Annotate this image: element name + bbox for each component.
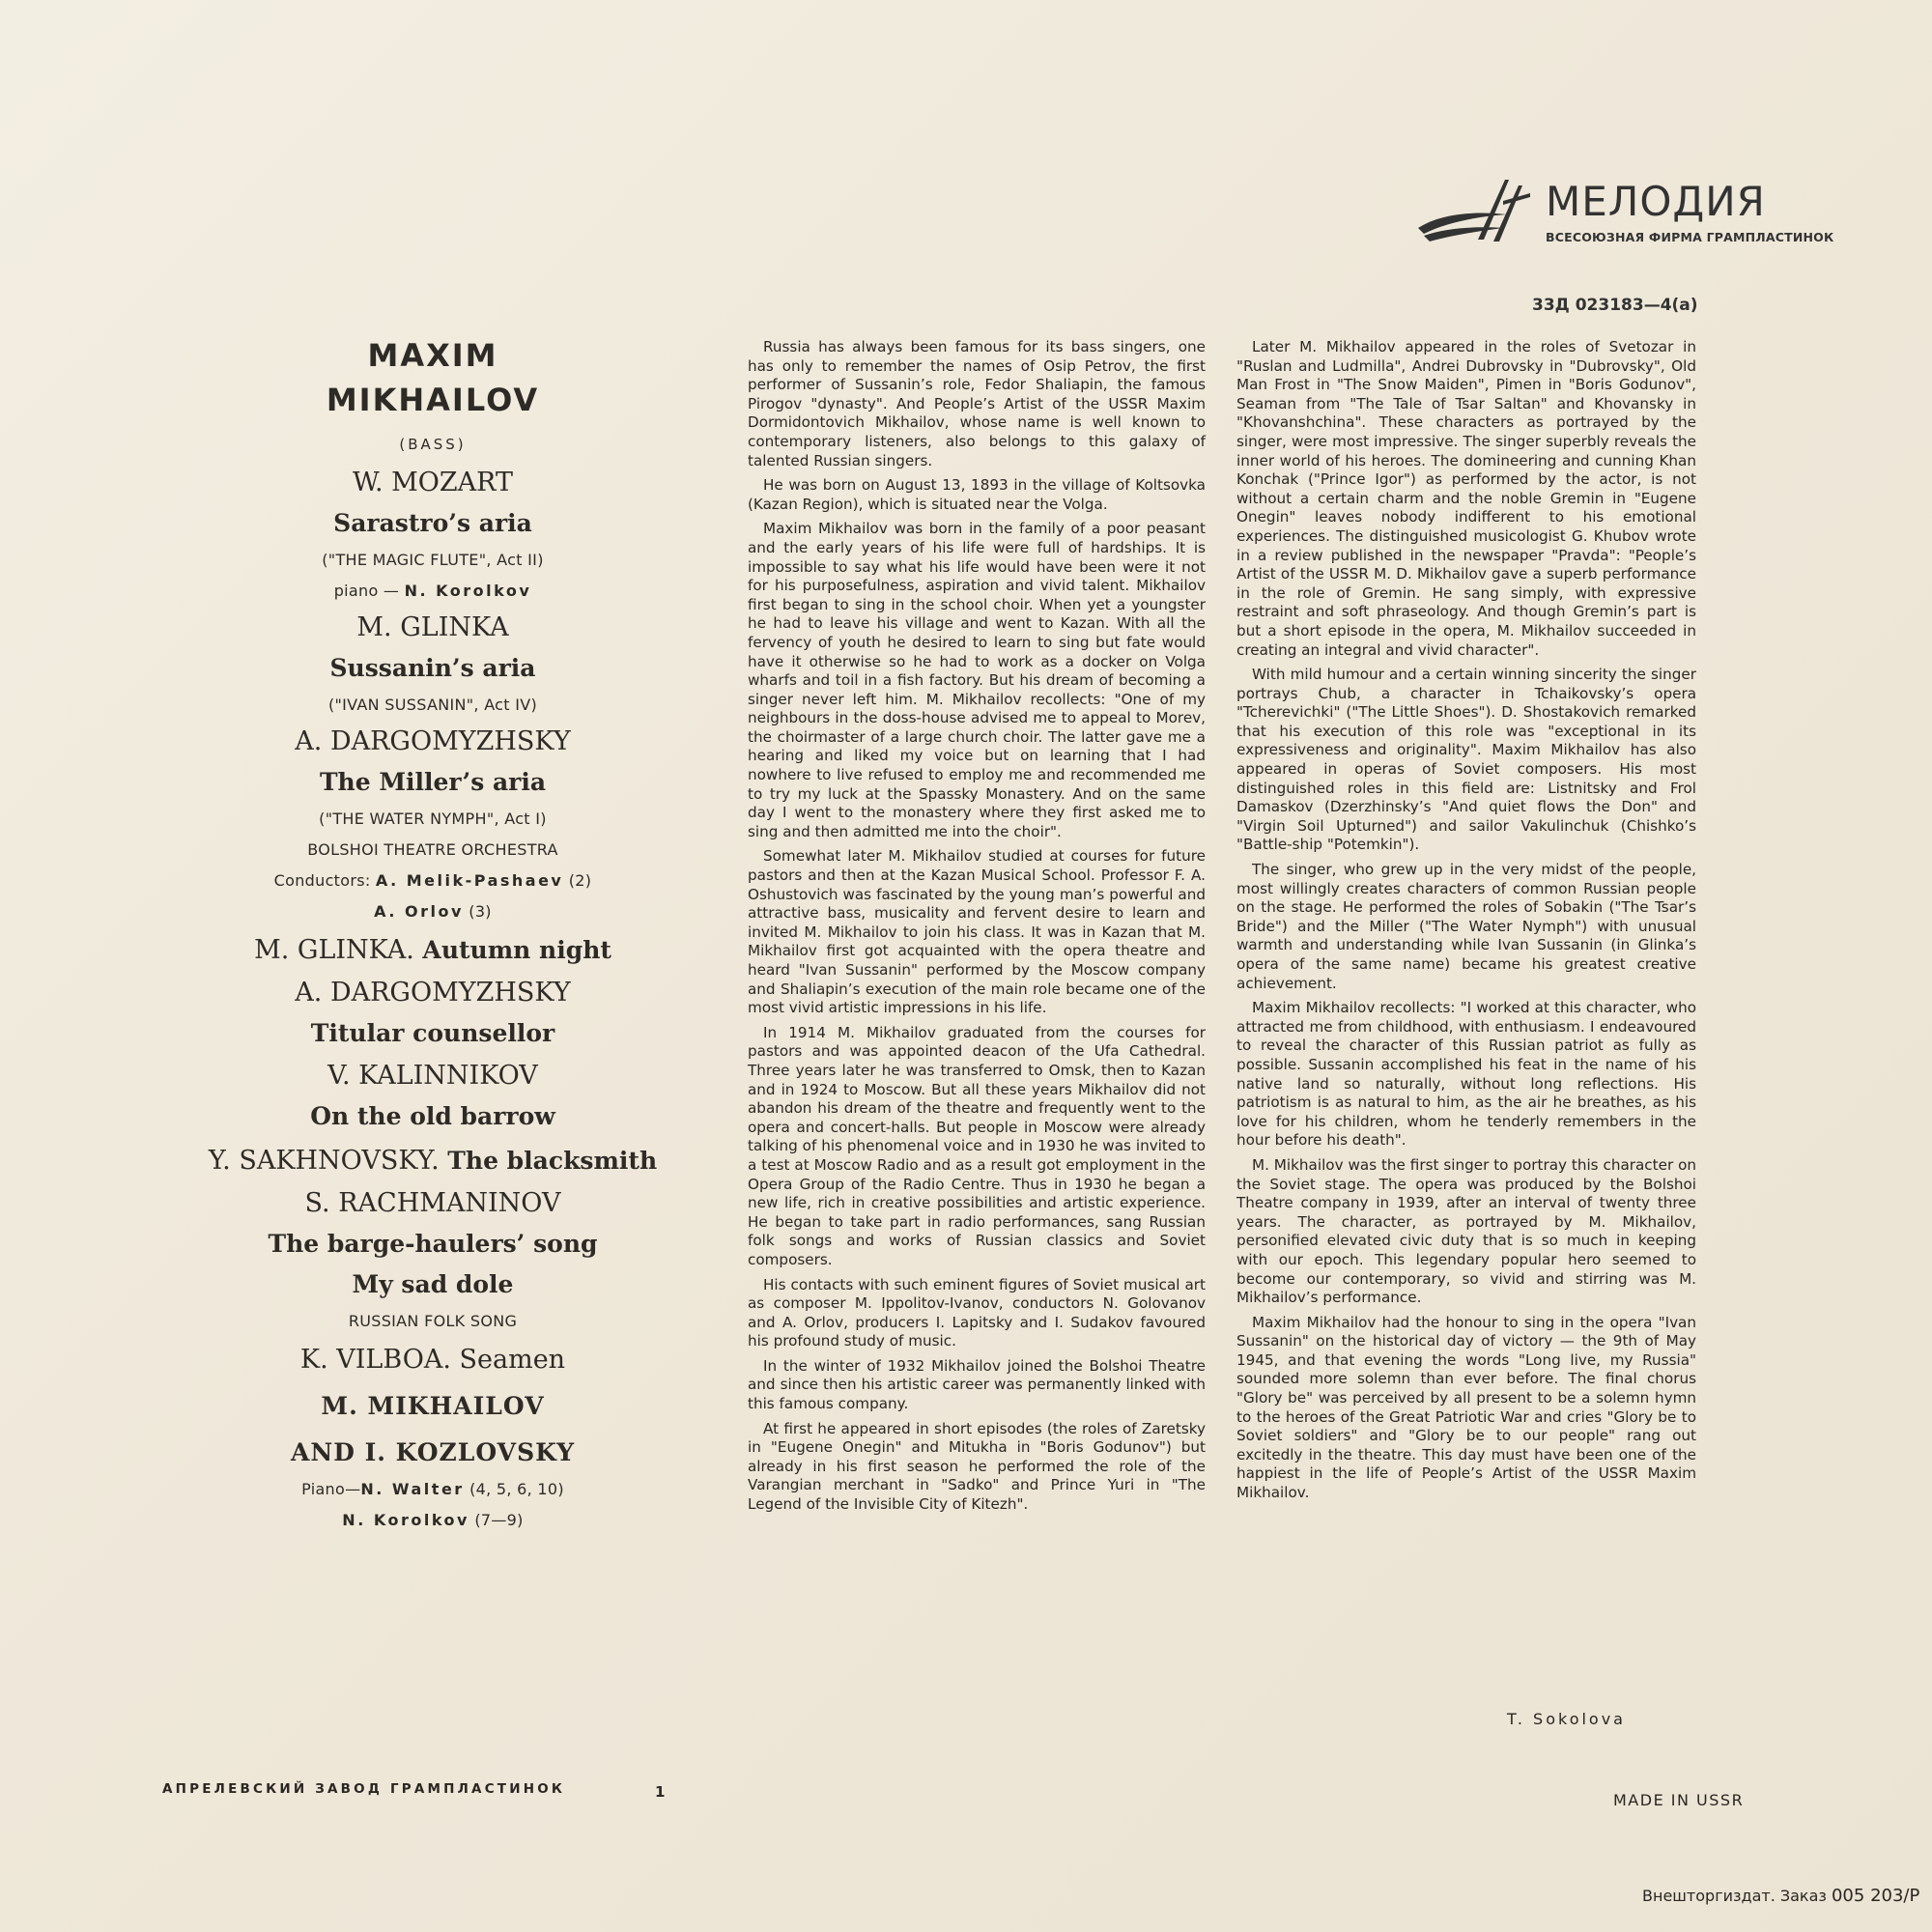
essay-paragraph: Somewhat later M. Mikhailov studied at courses for future pastors and then at the Kazan Musical School. Professor F. A. Oshustovich was fascinated by the young man’s powerful and attractive bass, musicality and fervent desire to learn and invited M. Mikhailov to join his class. It was in Kazan that M. Mikhailov first got acquainted with the opera theatre and heard "Ivan Sussanin" performed by the Moscow company and Shaliapin’s execution of the main role became one of the most vivid artistic impressions in his life. [748, 847, 1206, 1017]
work-seamen: Seamen [459, 1345, 566, 1375]
essay-paragraph: At first he appeared in short episodes (the roles of Zaretsky in "Eugene Onegin" and Mitukha in "Boris Godunov") but already in his first season he performed the role of the Varangian merchant in "Sadko" and Prince Yuri in "The Legend of the Invisible City of Kitezh". [748, 1419, 1206, 1514]
catalog-number: 33Д 023183—4(а) [1532, 296, 1698, 315]
source-water-nymph: ("THE WATER NYMPH", Act I) [319, 810, 547, 828]
order-label: Внешторгиздат. Заказ [1642, 1887, 1832, 1905]
performer-mikhailov: M. MIKHAILOV [321, 1392, 545, 1420]
melodiya-wordmark: МЕЛОДИЯ [1546, 178, 1766, 225]
composer-glinka-1: M. GLINKA [356, 612, 509, 642]
composer-mozart: W. MOZART [352, 468, 514, 497]
essay-column-1 [748, 338, 1206, 1520]
composer-dargomyzhsky-2: A. DARGOMYZHSKY [295, 978, 571, 1008]
page-number: 1 [655, 1783, 666, 1801]
composer-rachmaninov: S. RACHMANINOV [304, 1188, 561, 1218]
performer-kozlovsky: AND I. KOZLOVSKY [290, 1438, 576, 1466]
work-blacksmith: The blacksmith [447, 1147, 658, 1175]
conductors-label: Conductors: [273, 871, 376, 890]
essay-paragraph: M. Mikhailov was the first singer to portray this character on the Soviet stage. The opera was produced by the Bolshoi Theatre company in 1939, after an interval of twenty three years. The character, as portrayed by M. Mikhailov, personified elevated civic duty that is so much in keeping with our epoch. This legendary popular hero seemed to become our contemporary, so vivid and stirring was M. Mikhailov’s performance. [1236, 1155, 1696, 1307]
essay-signature: T. Sokolova [1507, 1710, 1626, 1728]
orchestra: BOLSHOI THEATRE ORCHESTRA [307, 840, 558, 859]
piano-label-2: Piano— [301, 1480, 361, 1498]
track-autumn-night [203, 934, 663, 967]
composer-sakhnovsky: Y. SAKHNOVSKY. [208, 1146, 440, 1176]
artist-voice: (BASS) [399, 436, 467, 453]
composer-dargomyzhsky-1: A. DARGOMYZHSKY [295, 726, 571, 756]
conductors-line [203, 870, 663, 892]
artist-first-name: MAXIM [367, 337, 498, 374]
work-miller: The Miller’s aria [319, 768, 547, 796]
pianist-korolkov: N. Korolkov [404, 582, 532, 600]
conductor-melik-pashaev: A. Melik-Pashaev [375, 871, 564, 890]
work-titular-counsellor: Titular counsellor [310, 1019, 555, 1047]
artist-last-name: MIKHAILOV [326, 382, 540, 418]
essay-paragraph: With mild humour and a certain winning sincerity the singer portrays Chub, a character in Tchaikovsky’s opera "Tcherevichki" ("The Little Shoes"). D. Shostakovich remarked that his execution of this role was "exceptional in its expressiveness and originality". Maxim Mikhailov has also appeared in operas of Soviet composers. His most distinguished roles in this field are: Listnitsky and Frol Damaskov (Dzerzhinsky’s "And quiet flows the Don" and "Virgin Soil Upturned") and sailor Vakulinchuk (Chishko’s "Battle-ship "Potemkin"). [1236, 666, 1696, 854]
work-autumn-night: Autumn night [422, 936, 611, 964]
pianist-korolkov-2: N. Korolkov [342, 1511, 469, 1529]
work-sarastro: Sarastro’s aria [333, 509, 532, 537]
source-magic-flute: ("THE MAGIC FLUTE", Act II) [322, 551, 544, 569]
conductor-line-2 [203, 901, 663, 923]
essay-paragraph: Russia has always been famous for its bass singers, one has only to remember the names of Osip Petrov, the first performer of Sussanin’s role, Fedor Shaliapin, the famous Pirogov "dynasty". And People’s Artist of the USSR Maxim Dormidontovich Mikhailov, whose name is well known to contemporary listeners, also belongs to this galaxy of talented Russian singers. [748, 338, 1206, 469]
pianist-line-3 [203, 1510, 663, 1531]
tracklist [203, 333, 663, 1531]
track-seamen [203, 1344, 663, 1377]
made-in-ussr: MADE IN USSR [1613, 1791, 1745, 1809]
pianist-line-2 [203, 1479, 663, 1500]
pianist-line-1 [203, 581, 663, 602]
pianist-walter-tracks: (4, 5, 6, 10) [464, 1480, 564, 1498]
composer-kalinnikov: V. KALINNIKOV [327, 1061, 538, 1091]
essay-paragraph: The singer, who grew up in the very midst of the people, most willingly creates characters of common Russian people on the stage. He performed the roles of Sobakin ("The Tsar’s Bride") and the Miller ("The Water Nymph") with unusual warmth and understanding while Ivan Sussanin (in Glinka’s opera of the same name) became his greatest creative achievement. [1236, 861, 1696, 992]
work-sad-dole: My sad dole [352, 1270, 514, 1298]
work-barge-haulers: The barge-haulers’ song [268, 1230, 598, 1258]
essay-column-2 [1236, 338, 1696, 1509]
piano-label: piano — [333, 582, 405, 600]
track-blacksmith [203, 1145, 663, 1178]
essay-paragraph: In the winter of 1932 Mikhailov joined the Bolshoi Theatre and since then his artistic career was permanently linked with this famous company. [748, 1356, 1206, 1413]
essay-paragraph: Maxim Mikhailov recollects: "I worked at this character, who attracted me from childhood, with enthusiasm. I endeavoured to reveal the character of this Russian patriot as fully as possible. Sussanin accomplished his feat in the name of his native land so naturally, without long reflections. His patriotism is as natural to him, as the air he breathes, as his love for his children, whom he tenderly remembers in the hour before his death". [1236, 999, 1696, 1150]
print-order [1642, 1886, 1919, 1906]
factory-name: АПРЕЛЕВСКИЙ ЗАВОД ГРАМПЛАСТИНОК [162, 1781, 566, 1797]
conductor-1-tracks: (2) [563, 871, 592, 890]
composer-vilboa: K. VILBOA. [299, 1345, 451, 1375]
essay-paragraph: Maxim Mikhailov was born in the family of a poor peasant and the early years of his life were full of hardships. It is impossible to say what his life would have been were it not for his purposefulness, aspiration and vivid talent. Mikhailov first began to sing in the school choir. When yet a youngster he had to leave his village and went to Kazan. With all the fervency of youth he desired to learn to sing but fate would have it otherwise so he had to work as a docker on Volga wharfs and toil in a fish factory. But his dream of becoming a singer never left him. M. Mikhailov recollects: "One of my neighbours in the doss-house advised me to appeal to Morev, the choirmaster of a large church choir. The latter gave me a hearing and liked my voice but on learning that I had nowhere to live refused to employ me and recommended me to try my luck at the Spassky Monastery. And on the same day I went to the monastery where they first asked me to sing and then admitted me into the choir". [748, 520, 1206, 840]
melodiya-logo [1410, 172, 1834, 259]
order-number: 005 203/Р [1831, 1886, 1920, 1906]
conductor-orlov: A. Orlov [374, 902, 464, 921]
work-sussanin: Sussanin’s aria [329, 654, 536, 682]
melodiya-subtitle: ВСЕСОЮЗНАЯ ФИРМА ГРАМПЛАСТИНОК [1546, 230, 1834, 244]
essay-paragraph: In 1914 M. Mikhailov graduated from the courses for pastors and was appointed deacon of the Ufa Cathedral. Three years later he was transferred to Omsk, then to Kazan and in 1924 to Moscow. But all these years Mikhailov did not abandon his dream of the theatre and frequently went to the opera and concert-halls. But people in Moscow were already talking of his phenomenal voice and in 1930 he was invited to a test at Moscow Radio and as a result got employment in the Opera Group of the Radio Centre. Thus in 1930 he began a new life, rich in creative possibilities and artistic experience. He began to take part in radio performances, sang Russian folk songs and works of Russian classics and Soviet composers. [748, 1023, 1206, 1268]
conductor-2-tracks: (3) [463, 902, 492, 921]
pianist-walter: N. Walter [360, 1480, 465, 1498]
essay-paragraph: Later M. Mikhailov appeared in the roles of Svetozar in "Ruslan and Ludmilla", Andrei Dubrovsky in "Dubrovsky", Old Man Frost in "The Snow Maiden", Pimen in "Boris Godunov", Seaman from "The Tale of Tsar Saltan" and Khovansky in "Khovanshchina". These characters as portrayed by the singer, were most impressive. The singer superbly reveals the inner world of his heroes. The domineering and cunning Khan Konchak ("Prince Igor") as performed by the actor, is not without a certain charm and the noble Gremin in "Eugene Onegin" leaves nobody indifferent to his emotional experiences. The distinguished musicologist G. Khubov wrote in a review published in the newspaper "Pravda": "People’s Artist of the USSR M. D. Mikhailov gave a superb performance in the role of Gremin. He sang simply, with expressive restraint and soft phraseology. And though Gremin’s part is but a short episode in the opera, M. Mikhailov succeeded in creating an integral and vivid character". [1236, 338, 1696, 659]
melodiya-emblem-icon [1410, 172, 1536, 259]
essay-paragraph: He was born on August 13, 1893 in the village of Koltsovka (Kazan Region), which is situated near the Volga. [748, 476, 1206, 513]
work-old-barrow: On the old barrow [310, 1102, 555, 1130]
composer-glinka-2: M. GLINKA. [254, 935, 414, 965]
essay-paragraph: Maxim Mikhailov had the honour to sing in the opera "Ivan Sussanin" on the historical day of victory — the 9th of May 1945, and that evening the words "Long live, my Russia" sounded more solemn than ever before. The final chorus "Glory be" was perceived by all present to be a solemn hymn to the heroes of the Great Patriotic War and cries "Glory be to Soviet soldiers" and "Glory be to our people" rang out excitedly in the theatre. This day must have been one of the happiest in the life of People’s Artist of the USSR Maxim Mikhailov. [1236, 1313, 1696, 1502]
pianist-korolkov-tracks: (7—9) [469, 1511, 524, 1529]
note-russian-folk-song: RUSSIAN FOLK SONG [348, 1312, 518, 1330]
essay-paragraph: His contacts with such eminent figures of Soviet musical art as composer M. Ippolitov-Ivanov, conductors N. Golovanov and A. Orlov, producers I. Lapitsky and I. Sudakov favoured his profound study of music. [748, 1275, 1206, 1350]
source-ivan-sussanin: ("IVAN SUSSANIN", Act IV) [327, 696, 538, 714]
